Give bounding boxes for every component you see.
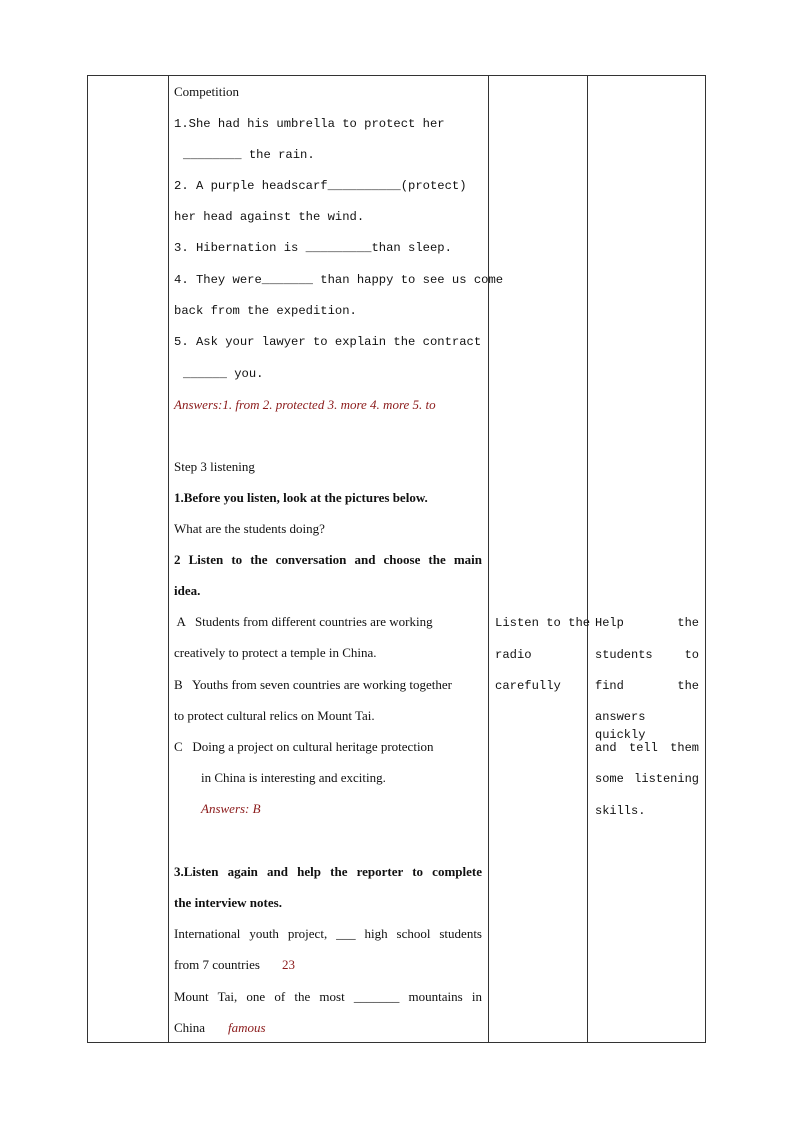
competition-line: back from the expedition. <box>174 304 357 318</box>
column-divider <box>488 76 489 1042</box>
note-line: China <box>174 1020 206 1035</box>
option-a: A Students from different countries are working <box>174 614 433 629</box>
question3-heading: 3.Listen again and help the reporter to complete <box>174 864 482 879</box>
competition-line: ______ you. <box>183 367 264 381</box>
question2-heading: idea. <box>174 583 201 598</box>
question2-answer: Answers: B <box>201 801 261 816</box>
option-a: creatively to protect a temple in China. <box>174 645 377 660</box>
purpose-line: and tell them <box>595 741 699 755</box>
note-line: Mount Tai, one of the most _______ mountains in <box>174 989 482 1004</box>
note-line: International youth project, ___ high school students <box>174 926 482 941</box>
note-answer: famous <box>228 1020 266 1035</box>
purpose-line: students to <box>595 648 699 662</box>
option-b: B Youths from seven countries are working together <box>174 677 453 692</box>
note-line: from 7 countries <box>174 957 260 972</box>
competition-line: 3. Hibernation is _________than sleep. <box>174 241 452 255</box>
question3-heading: the interview notes. <box>174 895 282 910</box>
competition-line: her head against the wind. <box>174 210 365 224</box>
competition-line: 4. They were_______ than happy to see us come <box>174 273 504 287</box>
option-c: C Doing a project on cultural heritage protection <box>174 739 434 754</box>
competition-line: 5. Ask your lawyer to explain the contract <box>174 335 482 349</box>
option-b: to protect cultural relics on Mount Tai. <box>174 708 375 723</box>
competition-line: ________ the rain. <box>183 148 315 162</box>
purpose-line: answers quickly <box>595 710 646 742</box>
activity-line: carefully <box>495 679 561 693</box>
purpose-line: skills. <box>595 804 646 818</box>
competition-answers: Answers:1. from 2. protected 3. more 4. more 5. to <box>174 397 436 412</box>
step3-title: Step 3 listening <box>174 459 255 474</box>
activity-line: radio <box>495 648 532 662</box>
column-divider <box>587 76 588 1042</box>
purpose-line: Help the <box>595 616 699 630</box>
competition-line: 2. A purple headscarf__________(protect) <box>174 179 467 193</box>
question1-text: What are the students doing? <box>174 521 325 536</box>
question1-heading: 1.Before you listen, look at the pictures below. <box>174 490 428 505</box>
purpose-line: find the <box>595 679 699 693</box>
option-c: in China is interesting and exciting. <box>201 770 386 785</box>
activity-line: Listen to the <box>495 616 591 630</box>
column-divider <box>168 76 169 1042</box>
competition-line: 1.She had his umbrella to protect her <box>174 117 445 131</box>
competition-title: Competition <box>174 84 239 99</box>
purpose-line: some listening <box>595 772 699 786</box>
question2-heading: 2 Listen to the conversation and choose the main <box>174 552 482 567</box>
note-answer: 23 <box>282 957 295 972</box>
